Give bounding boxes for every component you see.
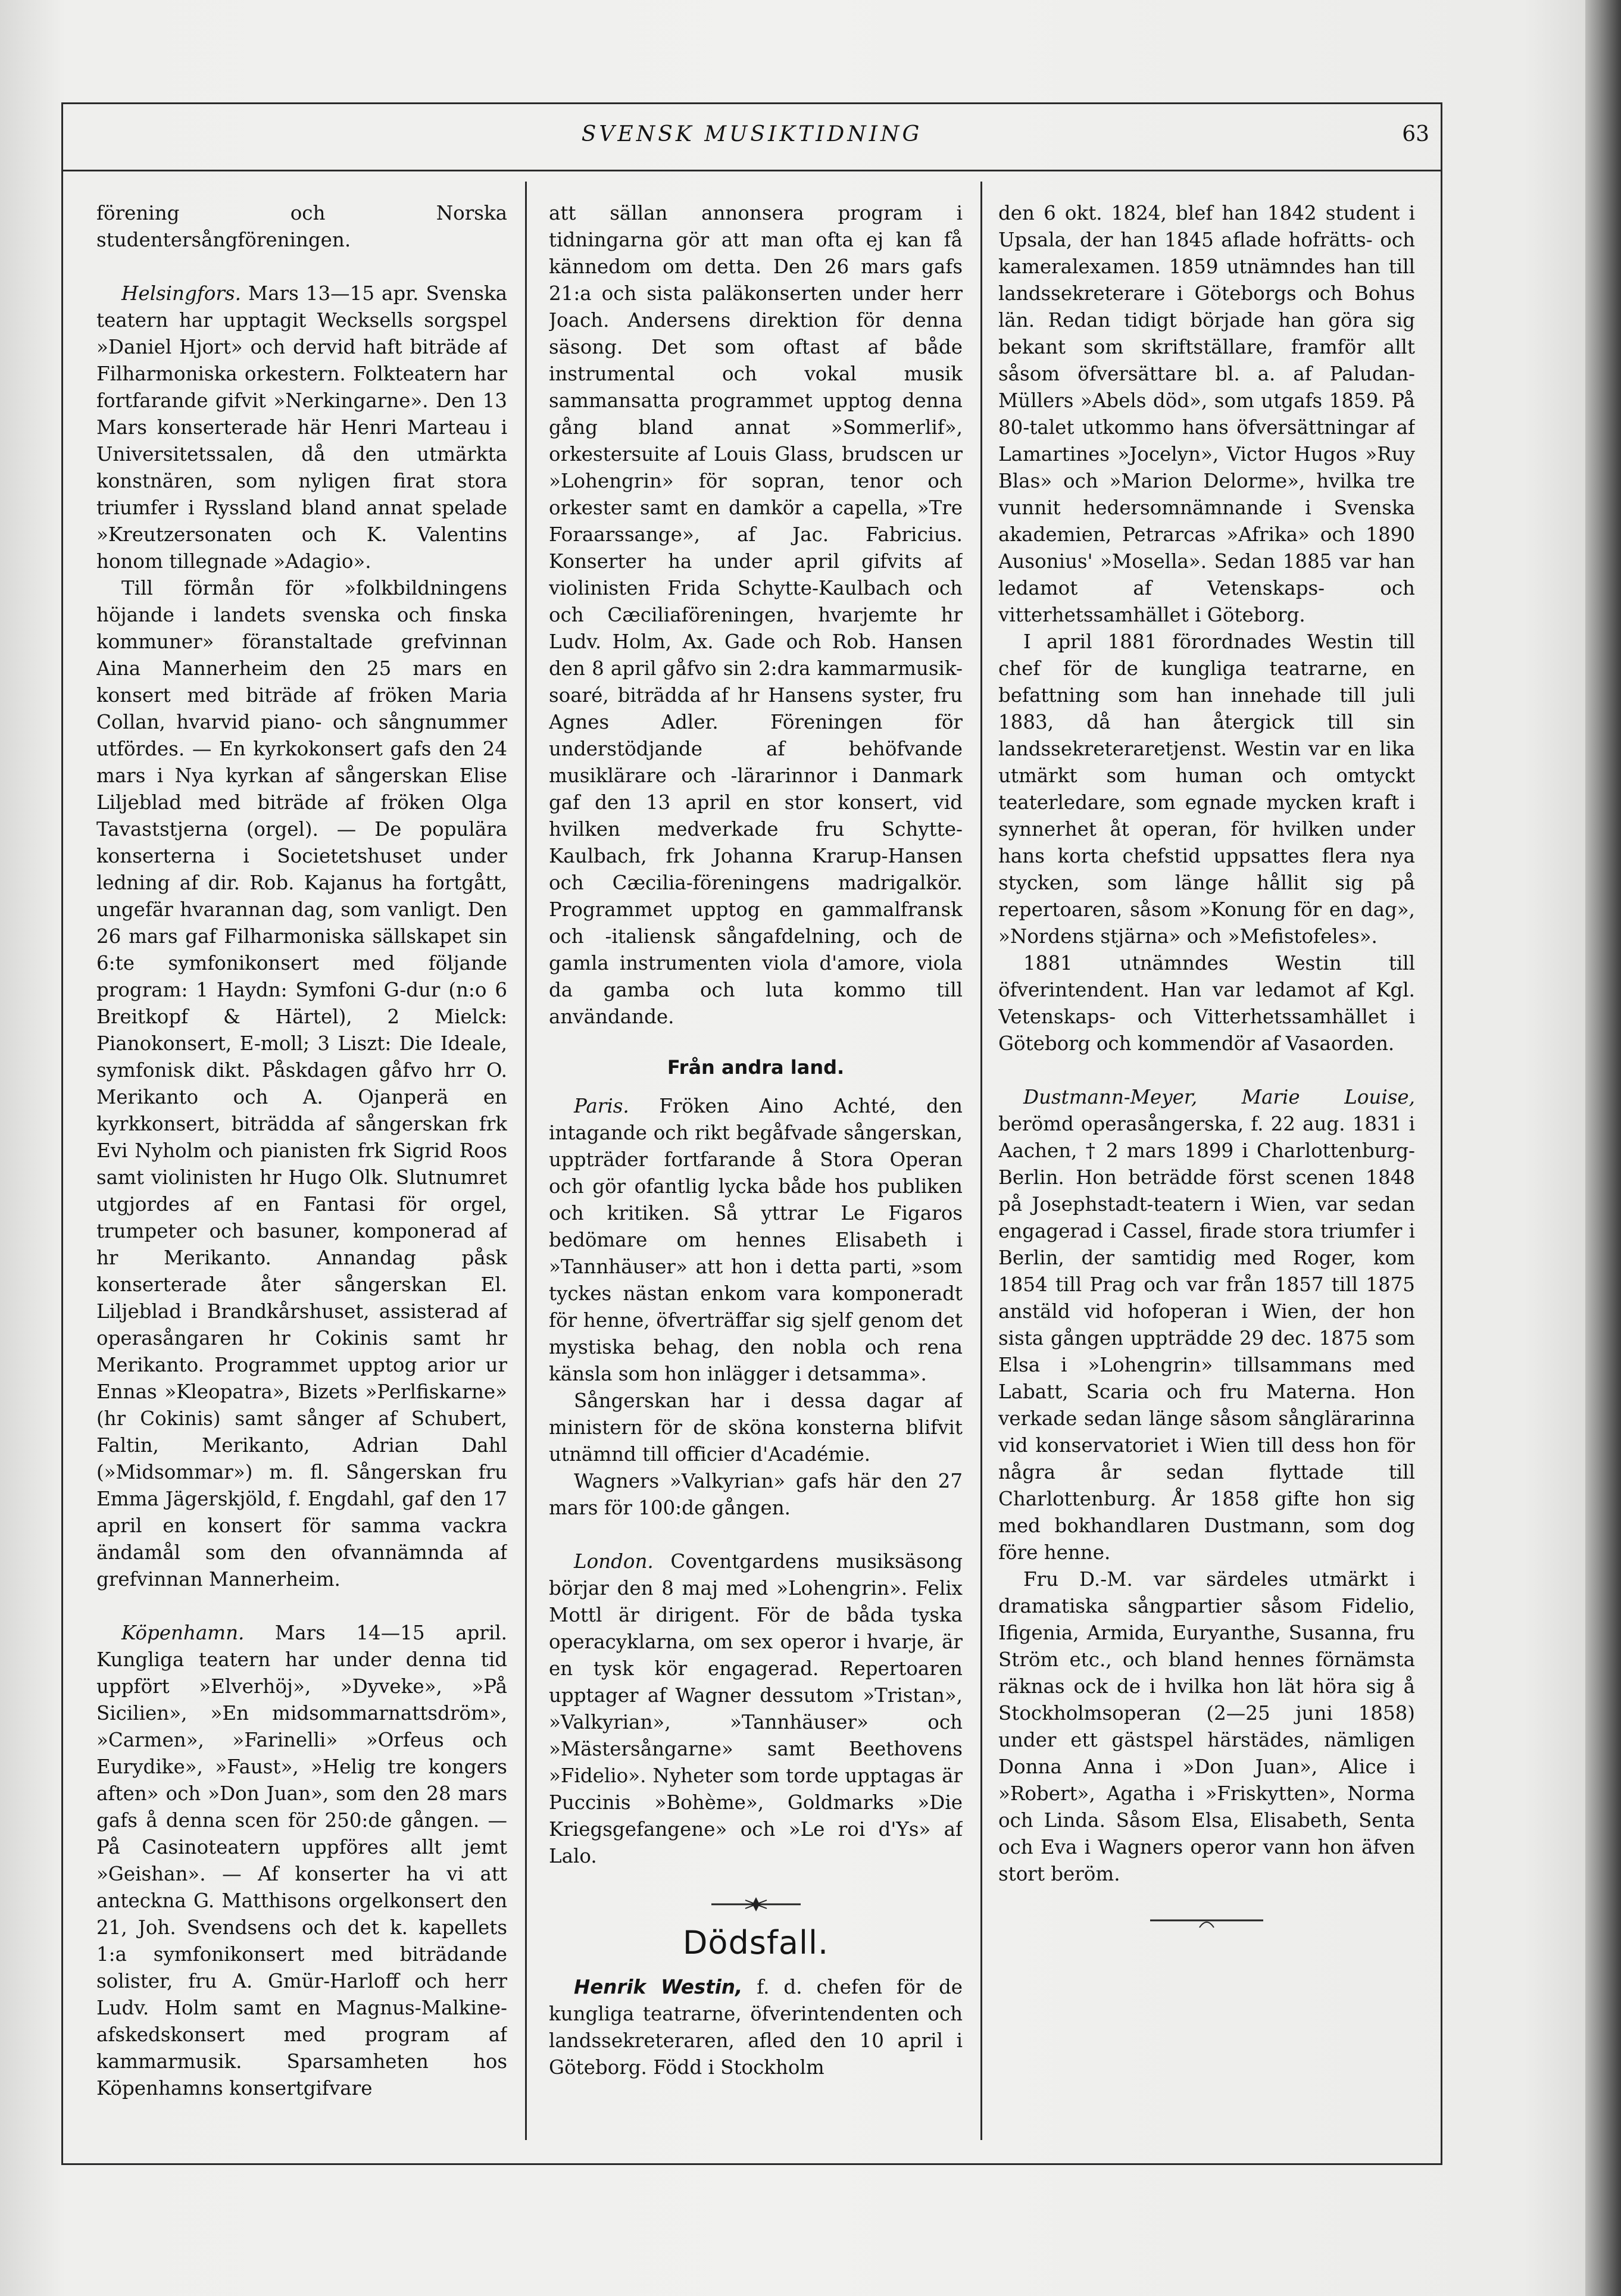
- ornament-icon: [1147, 1913, 1266, 1931]
- ornament-divider: [998, 1911, 1415, 1929]
- place-name: Paris.: [574, 1095, 629, 1117]
- paragraph: I april 1881 förordnades Westin till chef för de kungliga teatrarne, en befattning som han innehade till juli 1883, då han återgick till sin landssekreteraretjenst. Westin var en lika utmärkt som human och omtyckt teaterledare, som egnade mycken kraft i synnerhet åt operan, för hvilken under hans korta chefstid uppsattes flera nya stycken, som länge hållit sig på repertoaren, såsom »Konung för en dag», »Nordens stjärna» och »Mefistofeles».: [998, 630, 1415, 948]
- place-name: Köpenhamn.: [121, 1622, 245, 1644]
- article-text: Fröken Aino Achté, den intagande och rikt begåfvade sångerskan, uppträder fortfarande å Stora Operan och gör ofantlig lycka både hos publiken och kritiken. Så yttrar Le Figaros bedömare om hennes Elisabeth i »Tannhäuser» att hon i detta parti, »som tyckes nästan enkom vara komponeradt för henne, öfverträffar sig sjelf genom det mystiska behag, den nobla och rena känsla som hon inlägger i detsamma».: [549, 1095, 963, 1385]
- paragraph: förening och Norska studentersångföreningen.: [96, 202, 507, 251]
- paragraph: Till förmån för »folkbildningens höjande i landets svenska och finska kommuner» föranstaltade grefvinnan Aina Mannerheim den 25 mars en konsert med biträde af fröken Maria Collan, hvarvid piano- och sångnummer utfördes. — En kyrkokonsert gafs den 24 mars i Nya kyrkan af sångerskan Elise Liljeblad med biträde af fröken Olga Tavaststjerna (orgel). — De populära konserterna i Societetshuset under ledning af dir. Rob. Kajanus ha fortgått, ungefär hvarannan dag, som vanligt. Den 26 mars gaf Filharmoniska sällskapet sin 6:te symfonikonsert med följande program: 1 Haydn: Symfoni G-dur (n:o 6 Breitkopf & Härtel), 2 Mielck: Pianokonsert, E-moll; 3 Liszt: Die Ideale, symfonisk dikt. Påskdagen gåfvo hrr O. Merikanto och A. Ojanperä en kyrkkonsert, biträdda af sångerskan frk Evi Nyholm och pianisten frk Sigrid Roos samt violinisten hr Hugo Olk. Slutnumret utgjordes af en Fantasi för orgel, trumpeter och basuner, komponerad af hr Merikanto. Annandag påsk konserterade åter sångerskan El. Liljeblad i Brandkårshuset, assisterad af operasångaren hr Cokinis samt hr Merikanto. Programmet upptog arior ur Ennas »Kleopatra», Bizets »Perlfiskarne» (hr Cokinis) samt sånger af Schubert, Faltin, Merikanto, Adrian Dahl (»Midsommar») m. fl. Sångerskan fru Emma Jägerskjöld, f. Engdahl, gaf den 17 april en konsert för samma vackra ändamål som den ofvannämnda af grefvinnan Mannerheim.: [96, 577, 507, 1591]
- column-divider: [980, 182, 982, 2140]
- place-name: Helsingfors.: [121, 282, 241, 305]
- running-header: [61, 122, 1442, 158]
- obituary-text: f. d. chefen för de kungliga teatrarne, öfverintendenten och landssekreteraren, afled den 10 april i Göteborg. Född i Stockholm: [549, 1976, 963, 2079]
- obituary-westin: [549, 1974, 963, 2081]
- deceased-name: Henrik Westin,: [574, 1976, 743, 1998]
- column-1: [96, 200, 507, 2147]
- deceased-name: Dustmann-Meyer, Marie Louise,: [1023, 1086, 1415, 1108]
- section-heading: Från andra land.: [667, 1056, 845, 1079]
- book-spine: [1585, 0, 1621, 2296]
- article-text: Mars 14—15 april. Kungliga teatern har under denna tid uppfört »Elverhöj», »Dyveke», »På Sicilien», »En midsommarnattsdröm», »Carmen», »Farinelli» »Orfeus och Eurydike», »Faust», »Helig tre kongers aften» och »Don Juan», som den 28 mars gafs å denna scen för 250:de gången. — På Casinoteatern uppföres allt jemt »Geishan». — Af konserter ha vi att anteckna G. Matthisons orgelkonsert den 21, Joh. Svendsens och det k. kapellets 1:a symfonikonsert med biträdande solister, fru A. Gmür-Harloff och herr Ludv. Holm samt en Magnus-Malkine-afskedskonsert med program af kammarmusik. Sparsamheten hos Köpenhamns konsertgifvare: [96, 1622, 507, 2100]
- obituary-text: berömd operasångerska, f. 22 aug. 1831 i Aachen, † 2 mars 1899 i Charlottenburg-Berlin. Hon beträdde först scenen 1848 på Josephstadt-teatern i Wien, var sedan engagerad i Cassel, firade stora triumfer i Berlin, der samtidig med Roger, kom 1854 till Prag och var från 1857 till 1875 anstäld vid hofoperan i Wien, der hon sista gången uppträdde 29 dec. 1875 som Elsa i »Lohengrin» tillsammans med Labatt, Scaria och fru Materna. Hon verkade sedan länge såsom sånglärarinna vid konservatoriet i Wien till dess hon för några år sedan flyttade till Charlottenburg. År 1858 gifte hon sig med bokhandlaren Dustmann, som dog före henne.: [998, 1113, 1415, 1564]
- ornament-divider: [549, 1894, 963, 1911]
- column-3: [998, 200, 1415, 2147]
- article-text: Mars 13—15 apr. Svenska teatern har upptagit Wecksells sorgspel »Daniel Hjort» och dervid haft biträde af Filharmoniska orkestern. Folkteatern har fortfarande gifvit »Nerkingarne». Den 13 Mars konserterade här Henri Marteau i Universitetssalen, då den utmärkta konstnären, som nyligen firat stora triumfer i Ryssland bland annat spelade »Kreutzersonaten och K. Valentins honom tillegnade »Adagio».: [96, 282, 507, 573]
- journal-title: SVENSK MUSIKTIDNING: [581, 122, 923, 146]
- header-rule: [61, 170, 1442, 171]
- page-number: 63: [1402, 122, 1429, 146]
- paragraph: den 6 okt. 1824, blef han 1842 student i Upsala, der han 1845 aflade hofrätts- och kameralexamen. 1859 utnämndes han till landssekreterare i Göteborgs och Bohus län. Redan tidigt började han göra sig bekant som skriftställare, framför allt såsom öfversättare bl. a. af Paludan-Müllers »Abels död», som utgafs 1859. På 80-talet utkommo hans öfversättningar af Lamartines »Jocelyn», Victor Hugos »Ruy Blas» och »Marion Delorme», hvilka tre vunnit hedersomnämnande i Svenska akademien, Petrarcas »Afrika» och 1890 Ausonius' »Mosella». Sedan 1885 var han ledamot af Vetenskaps- och vitterhetssamhället i Göteborg.: [998, 202, 1415, 626]
- obituary-heading: Dödsfall.: [682, 1924, 829, 1961]
- article-london: [549, 1548, 963, 1870]
- paragraph: att sällan annonsera program i tidningarna gör att man ofta ej kan få kännedom om detta. Den 26 mars gafs 21:a och sista paläkonserten under herr Joach. Andersens direktion för denna säsong. Det som oftast af både instrumental och vokal musik sammansatta programmet upptog denna gång bland annat »Sommerlif», orkestersuite af Louis Glass, brudscen ur »Lohengrin» för sopran, tenor och orkester samt en damkör a capella, »Tre Foraarssange», af Jac. Fabricius. Konserter ha under april gifvits af violinisten Frida Schytte-Kaulbach och och Cæciliaföreningen, hvarjemte hr Ludv. Holm, Ax. Gade och Rob. Hansen den 8 april gåfvo sin 2:dra kammarmusik-soaré, biträdda af hr Hansens syster, fru Agnes Adler. Föreningen för understödjande af behöfvande musiklärare och -lärarinnor i Danmark gaf den 13 april en stor konsert, vid hvilken medverkade fru Schytte-Kaulbach, frk Johanna Krarup-Hansen och Cæcilia-föreningens madrigalkör. Programmet upptog en gammalfransk och -italiensk sångafdelning, och de gamla instrumenten viola d'amore, viola da gamba och luta kommo till användande.: [549, 202, 963, 1028]
- column-divider: [525, 182, 527, 2140]
- obituary-dustmann: [998, 1084, 1415, 1566]
- ornament-icon: [708, 1895, 804, 1913]
- column-2: [549, 200, 963, 2147]
- article-kopenhamn: [96, 1620, 507, 2102]
- place-name: London.: [574, 1550, 654, 1573]
- paragraph: Wagners »Valkyrian» gafs här den 27 mars för 100:de gången.: [549, 1470, 963, 1519]
- article-text: Coventgardens musiksäsong börjar den 8 maj med »Lohengrin». Felix Mottl är dirigent. För de båda tyska operacyklarna, om sex operor i hvarje, är en tysk kör engagerad. Repertoaren upptager af Wagner dessutom »Tristan», »Valkyrian», »Tannhäuser» och »Mästersångarne» samt Beethovens »Fidelio». Nyheter som torde upptagas är Puccinis »Bohème», Goldmarks »Die Kriegsgefangene» och »Le roi d'Ys» af Lalo.: [549, 1550, 963, 1867]
- paragraph: Sångerskan har i dessa dagar af ministern för de sköna konsterna blifvit utnämnd till officier d'Académie.: [549, 1389, 963, 1466]
- article-paris: [549, 1093, 963, 1388]
- paragraph: 1881 utnämndes Westin till öfverintendent. Han var ledamot af Kgl. Vetenskaps- och Vitterhetssamhället i Göteborg och kommendör af Vasaorden.: [998, 952, 1415, 1055]
- article-helsingfors: [96, 280, 507, 575]
- paragraph: Fru D.-M. var särdeles utmärkt i dramatiska sångpartier såsom Fidelio, Ifigenia, Armida, Euryanthe, Susanna, fru Ström etc., och bland hennes förnämsta räknas ock de i hvilka hon lät höra sig å Stockholmsoperan (2—25 juni 1858) under ett gästspel härstädes, nämligen Donna Anna i »Don Juan», Alice i »Robert», Agatha i »Friskytten», Norma och Linda. Såsom Elsa, Elisabeth, Senta och Eva i Wagners operor vann hon äfven stort beröm.: [998, 1568, 1415, 1885]
